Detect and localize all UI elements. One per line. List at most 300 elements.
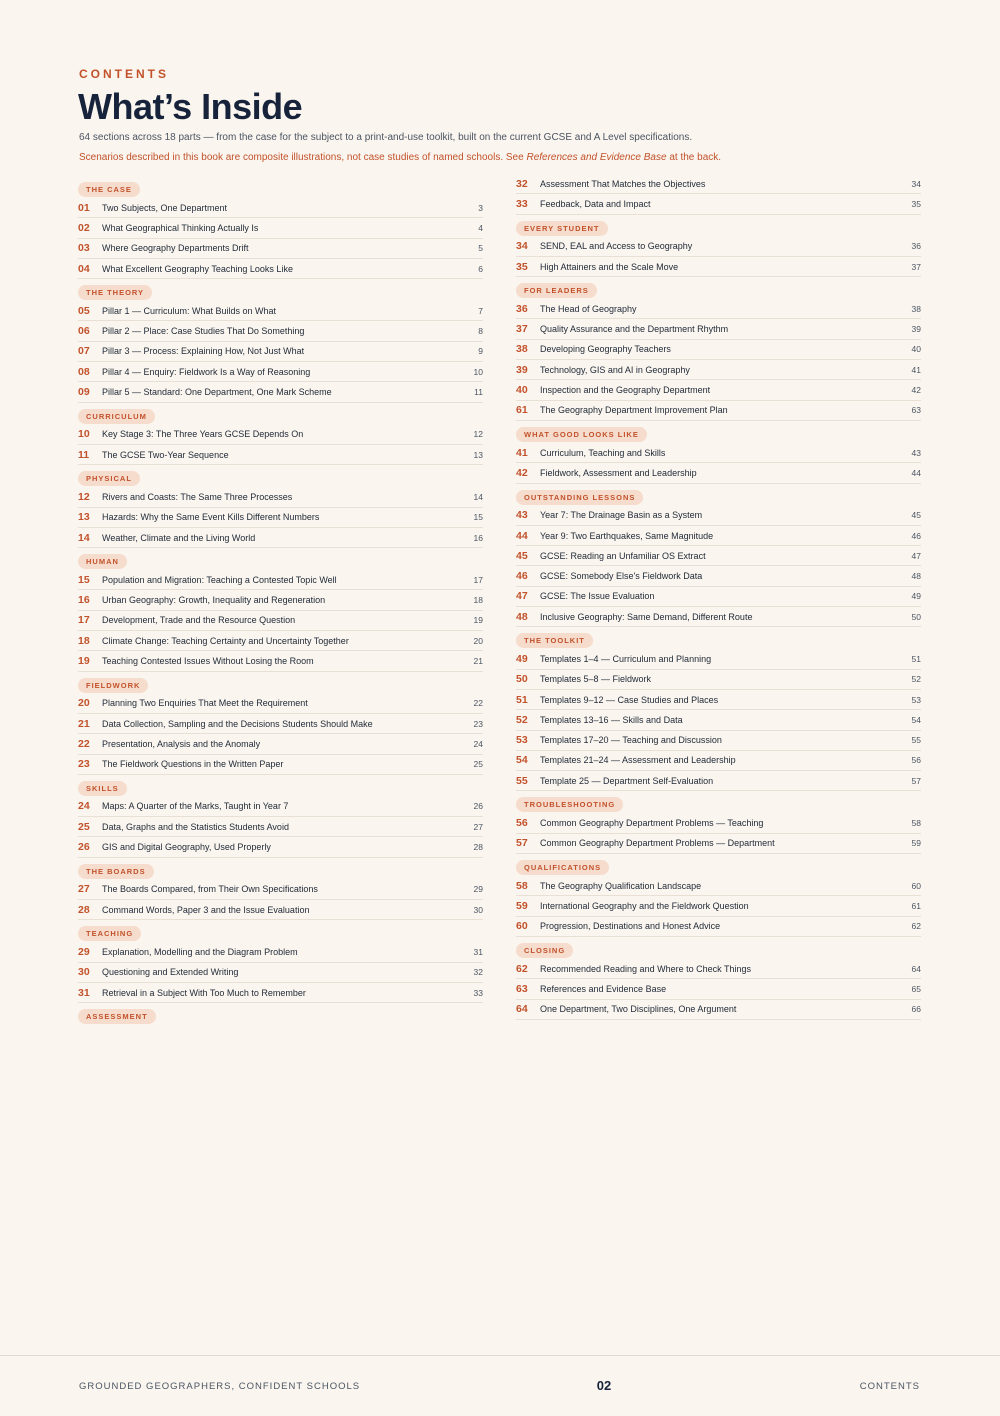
section-number: 17	[78, 614, 90, 627]
page-number: 40	[911, 344, 921, 355]
toc-entry[interactable]	[516, 587, 921, 607]
section-title: Developing Geography Teachers	[540, 344, 671, 355]
toc-part-group	[78, 406, 483, 466]
section-number: 34	[516, 240, 528, 253]
section-number: 51	[516, 693, 528, 706]
toc-entry[interactable]	[78, 301, 483, 321]
section-title: Data Collection, Sampling and the Decisions Students Should Make	[102, 718, 373, 729]
part-badge: QUALIFICATIONS	[516, 860, 609, 875]
section-title: GCSE: Somebody Else's Fieldwork Data	[540, 571, 703, 582]
section-title: Fieldwork, Assessment and Leadership	[540, 467, 697, 478]
section-title: Key Stage 3: The Three Years GCSE Depends On	[102, 429, 304, 440]
page-number: 16	[473, 532, 483, 543]
section-number: 37	[516, 323, 528, 336]
section-number: 44	[516, 529, 528, 542]
toc-part-group	[516, 630, 921, 791]
toc-part-group	[516, 794, 921, 854]
section-title: What Geographical Thinking Actually Is	[102, 222, 259, 233]
toc-entry[interactable]	[78, 963, 483, 983]
section-title: Presentation, Analysis and the Anomaly	[102, 738, 261, 749]
toc-entry[interactable]	[516, 896, 921, 916]
page-number: 36	[911, 241, 921, 252]
section-number: 47	[516, 590, 528, 603]
note-text-after: at the back.	[666, 152, 722, 163]
toc-entry[interactable]	[78, 837, 483, 857]
section-title: Templates 13–16 — Skills and Data	[540, 714, 683, 725]
section-number: 36	[516, 302, 528, 315]
page-number: 14	[473, 491, 483, 502]
section-title: Quality Assurance and the Department Rhythm	[540, 324, 729, 335]
section-number: 52	[516, 713, 528, 726]
toc-entry[interactable]	[516, 834, 921, 854]
section-title: Rivers and Coasts: The Same Three Processes	[102, 491, 293, 502]
toc-entry[interactable]	[78, 817, 483, 837]
page-number: 50	[911, 611, 921, 622]
toc-entry[interactable]	[78, 714, 483, 734]
page-number: 51	[911, 653, 921, 664]
section-title: Assessment That Matches the Objectives	[540, 178, 706, 189]
part-badge: THE THEORY	[78, 285, 152, 300]
page-title: What’s Inside	[78, 86, 303, 127]
toc-entry[interactable]	[516, 670, 921, 690]
page-number: 33	[473, 987, 483, 998]
page-number: 22	[473, 698, 483, 709]
toc-part-group	[516, 174, 921, 215]
section-number: 08	[78, 365, 90, 378]
section-number: 55	[516, 774, 528, 787]
section-number: 63	[516, 982, 528, 995]
page-number: 60	[911, 880, 921, 891]
section-title: Pillar 3 — Process: Explaining How, Not Just What	[102, 346, 305, 357]
toc-part-group	[516, 424, 921, 484]
section-number: 07	[78, 345, 90, 358]
page-number: 3	[478, 202, 483, 213]
section-number: 31	[78, 986, 90, 999]
section-title: The Geography Qualification Landscape	[540, 880, 702, 891]
section-number: 56	[516, 817, 528, 830]
toc-entry[interactable]	[516, 257, 921, 277]
section-title: Maps: A Quarter of the Marks, Taught in Year 7	[102, 801, 289, 812]
page-number: 63	[911, 405, 921, 416]
part-badge: CLOSING	[516, 943, 573, 958]
part-badge: PHYSICAL	[78, 471, 140, 486]
page-number: 39	[911, 324, 921, 335]
page-number: 15	[473, 512, 483, 523]
section-number: 49	[516, 652, 528, 665]
toc-entry[interactable]	[516, 174, 921, 194]
footer-page-number: 02	[596, 1378, 612, 1393]
page-number: 17	[473, 574, 483, 585]
page-number: 66	[911, 1004, 921, 1015]
toc-part-group	[516, 487, 921, 628]
section-title: Inspection and the Geography Department	[540, 385, 711, 396]
toc-entry[interactable]	[78, 631, 483, 651]
page-number: 29	[473, 884, 483, 895]
section-number: 15	[78, 573, 90, 586]
toc-left-column	[78, 179, 483, 1028]
toc-entry[interactable]	[516, 360, 921, 380]
toc-part-group	[516, 218, 921, 278]
toc-part-group	[78, 179, 483, 279]
section-number: 11	[78, 448, 90, 461]
section-title: Weather, Climate and the Living World	[102, 532, 256, 543]
section-title: Template 25 — Department Self-Evaluation	[540, 775, 714, 786]
section-number: 43	[516, 509, 528, 522]
section-title: Development, Trade and the Resource Question	[102, 615, 296, 626]
toc-entry[interactable]	[78, 239, 483, 259]
page-number: 6	[478, 263, 483, 274]
section-number: 12	[78, 490, 90, 503]
section-number: 62	[516, 962, 528, 975]
page-number: 20	[473, 635, 483, 646]
section-number: 35	[516, 260, 528, 273]
toc-entry[interactable]	[78, 528, 483, 548]
page-number: 5	[478, 243, 483, 254]
toc-entry[interactable]	[516, 299, 921, 319]
page-number: 9	[478, 346, 483, 357]
section-number: 20	[78, 697, 90, 710]
toc-entry[interactable]	[516, 1000, 921, 1020]
section-title: Pillar 2 — Place: Case Studies That Do Something	[102, 326, 305, 337]
part-badge: FIELDWORK	[78, 678, 148, 693]
part-badge: OUTSTANDING LESSONS	[516, 490, 643, 505]
toc-entry[interactable]	[78, 942, 483, 962]
toc-entry[interactable]	[516, 979, 921, 999]
section-number: 29	[78, 945, 90, 958]
section-title: Templates 21–24 — Assessment and Leadership	[540, 755, 736, 766]
page-number: 44	[911, 467, 921, 478]
page-number: 45	[911, 510, 921, 521]
section-title: Pillar 1 — Curriculum: What Builds on What	[102, 305, 277, 316]
part-badge: TROUBLESHOOTING	[516, 797, 623, 812]
section-title: Population and Migration: Teaching a Contested Topic Well	[102, 574, 337, 585]
toc-part-group	[78, 861, 483, 921]
part-badge: THE CASE	[78, 182, 140, 197]
toc-part-group	[78, 923, 483, 1003]
page-number: 65	[911, 983, 921, 994]
page-number: 49	[911, 591, 921, 602]
page-number: 53	[911, 694, 921, 705]
disclaimer-note	[79, 152, 721, 163]
toc-entry[interactable]	[78, 734, 483, 754]
toc-entry[interactable]	[78, 198, 483, 218]
page-number: 48	[911, 571, 921, 582]
page-number: 54	[911, 714, 921, 725]
toc-entry[interactable]	[516, 649, 921, 669]
toc-entry[interactable]	[516, 526, 921, 546]
toc-entry[interactable]	[78, 983, 483, 1003]
toc-part-group	[516, 857, 921, 937]
toc-entry[interactable]	[78, 797, 483, 817]
section-number: 48	[516, 610, 528, 623]
page-number: 58	[911, 818, 921, 829]
section-title: The Geography Department Improvement Plan	[540, 405, 728, 416]
section-title: Templates 5–8 — Fieldwork	[540, 674, 652, 685]
page-number: 62	[911, 921, 921, 932]
section-number: 09	[78, 386, 90, 399]
page-number: 25	[473, 759, 483, 770]
section-title: Retrieval in a Subject With Too Much to Remember	[102, 987, 306, 998]
section-title: Explanation, Modelling and the Diagram Problem	[102, 946, 298, 957]
part-badge: HUMAN	[78, 554, 127, 569]
toc-part-group	[78, 468, 483, 548]
section-title: International Geography and the Fieldwork Question	[540, 900, 749, 911]
section-number: 04	[78, 262, 90, 275]
toc-entry[interactable]	[78, 570, 483, 590]
toc-entry[interactable]	[78, 382, 483, 402]
page-number: 55	[911, 735, 921, 746]
page-number: 21	[473, 655, 483, 666]
section-title: The GCSE Two-Year Sequence	[102, 449, 229, 460]
toc-entry[interactable]	[78, 508, 483, 528]
section-title: Teaching Contested Issues Without Losing the Room	[102, 655, 314, 666]
section-title: Command Words, Paper 3 and the Issue Evaluation	[102, 904, 310, 915]
toc-part-group	[78, 551, 483, 671]
toc-entry[interactable]	[516, 751, 921, 771]
section-title: Pillar 4 — Enquiry: Fieldwork Is a Way of Reasoning	[102, 366, 311, 377]
section-number: 42	[516, 466, 528, 479]
section-number: 41	[516, 446, 528, 459]
toc-entry[interactable]	[78, 342, 483, 362]
toc-entry[interactable]	[516, 710, 921, 730]
part-badge: WHAT GOOD LOOKS LIKE	[516, 427, 647, 442]
page-number: 30	[473, 904, 483, 915]
section-number: 33	[516, 197, 528, 210]
section-number: 02	[78, 221, 90, 234]
section-number: 54	[516, 754, 528, 767]
section-number: 24	[78, 800, 90, 813]
toc-entry[interactable]	[516, 463, 921, 483]
page-number: 8	[478, 326, 483, 337]
page-number: 64	[911, 963, 921, 974]
toc-entry[interactable]	[516, 194, 921, 214]
section-number: 21	[78, 717, 90, 730]
section-number: 40	[516, 384, 528, 397]
toc-part-group	[78, 1006, 483, 1025]
toc-entry[interactable]	[516, 380, 921, 400]
toc-entry[interactable]	[78, 880, 483, 900]
toc-entry[interactable]	[78, 362, 483, 382]
section-number: 23	[78, 758, 90, 771]
section-number: 05	[78, 304, 90, 317]
toc-entry[interactable]	[78, 694, 483, 714]
section-title: Curriculum, Teaching and Skills	[540, 447, 666, 458]
section-title: Recommended Reading and Where to Check Things	[540, 963, 751, 974]
section-title: Year 7: The Drainage Basin as a System	[540, 510, 703, 521]
page-number: 18	[473, 595, 483, 606]
toc-entry[interactable]	[516, 607, 921, 627]
page-subtitle: 64 sections across 18 parts — from the case for the subject to a print-and-use toolkit, built on the current GCSE and A Level specifications.	[79, 132, 693, 143]
section-number: 61	[516, 404, 528, 417]
section-number: 28	[78, 903, 90, 916]
page-number: 12	[473, 429, 483, 440]
page-footer	[0, 1355, 1000, 1416]
section-title: Common Geography Department Problems — Department	[540, 838, 775, 849]
page-number: 32	[473, 967, 483, 978]
page-number: 61	[911, 900, 921, 911]
section-number: 50	[516, 673, 528, 686]
toc-right-column	[516, 174, 921, 1023]
section-title: The Head of Geography	[540, 303, 637, 314]
toc-entry[interactable]	[516, 813, 921, 833]
toc-entry[interactable]	[516, 566, 921, 586]
page-number: 11	[474, 387, 483, 398]
section-title: One Department, Two Disciplines, One Argument	[540, 1004, 737, 1015]
page-number: 26	[473, 801, 483, 812]
page-number: 31	[473, 946, 483, 957]
section-title: GCSE: Reading an Unfamiliar OS Extract	[540, 550, 706, 561]
page-number: 37	[911, 261, 921, 272]
toc-entry[interactable]	[78, 900, 483, 920]
section-number: 16	[78, 594, 90, 607]
note-text-before: Scenarios described in this book are composite illustrations, not case studies of named schools. See	[79, 152, 527, 163]
page-number: 57	[911, 775, 921, 786]
footer-book-title: GROUNDED GEOGRAPHERS, CONFIDENT SCHOOLS	[79, 1381, 361, 1392]
toc-entry[interactable]	[516, 401, 921, 421]
section-title: Urban Geography: Growth, Inequality and Regeneration	[102, 595, 326, 606]
section-number: 18	[78, 634, 90, 647]
section-title: Questioning and Extended Writing	[102, 967, 239, 978]
toc-entry[interactable]	[78, 321, 483, 341]
section-title: Progression, Destinations and Honest Advice	[540, 921, 721, 932]
section-number: 22	[78, 737, 90, 750]
page-number: 34	[911, 178, 921, 189]
toc-entry[interactable]	[516, 690, 921, 710]
toc-part-group	[78, 778, 483, 858]
section-number: 60	[516, 920, 528, 933]
section-title: GCSE: The Issue Evaluation	[540, 591, 655, 602]
toc-entry[interactable]	[78, 445, 483, 465]
toc-entry[interactable]	[516, 546, 921, 566]
toc-entry[interactable]	[516, 876, 921, 896]
section-title: Climate Change: Teaching Certainty and Uncertainty Together	[102, 635, 349, 646]
page-number: 23	[473, 718, 483, 729]
section-number: 64	[516, 1003, 528, 1016]
section-number: 32	[516, 177, 528, 190]
contents-eyebrow: CONTENTS	[79, 67, 169, 81]
section-number: 13	[78, 511, 90, 524]
part-badge: THE TOOLKIT	[516, 633, 593, 648]
section-number: 58	[516, 879, 528, 892]
page-number: 56	[911, 755, 921, 766]
page-number: 19	[473, 615, 483, 626]
part-badge: CURRICULUM	[78, 409, 155, 424]
toc-entry[interactable]	[516, 506, 921, 526]
section-title: What Excellent Geography Teaching Looks Like	[102, 263, 293, 274]
page-number: 24	[473, 738, 483, 749]
toc-entry[interactable]	[516, 237, 921, 257]
section-title: Data, Graphs and the Statistics Students Avoid	[102, 821, 289, 832]
page-number: 42	[911, 385, 921, 396]
part-badge: THE BOARDS	[78, 864, 154, 879]
toc-entry[interactable]	[516, 443, 921, 463]
section-number: 39	[516, 363, 528, 376]
page-number: 47	[911, 550, 921, 561]
page-number: 35	[911, 198, 921, 209]
page-number: 52	[911, 674, 921, 685]
section-title: Inclusive Geography: Same Demand, Different Route	[540, 611, 753, 622]
toc-entry[interactable]	[516, 731, 921, 751]
toc-entry[interactable]	[78, 487, 483, 507]
section-number: 10	[78, 428, 90, 441]
note-reference-link[interactable]: References and Evidence Base	[526, 152, 667, 163]
page-number: 43	[911, 447, 921, 458]
section-title: High Attainers and the Scale Move	[540, 261, 679, 272]
section-title: Feedback, Data and Impact	[540, 198, 651, 209]
page-number: 27	[473, 821, 483, 832]
part-badge: SKILLS	[78, 781, 127, 796]
section-title: Planning Two Enquiries That Meet the Requirement	[102, 698, 308, 709]
section-title: Technology, GIS and AI in Geography	[540, 364, 690, 375]
section-number: 53	[516, 734, 528, 747]
toc-entry[interactable]	[78, 425, 483, 445]
page-number: 10	[473, 366, 483, 377]
toc-entry[interactable]	[78, 218, 483, 238]
section-number: 01	[78, 201, 90, 214]
section-number: 46	[516, 570, 528, 583]
toc-entry[interactable]	[516, 340, 921, 360]
page-number: 4	[478, 222, 483, 233]
section-title: The Boards Compared, from Their Own Specifications	[102, 884, 318, 895]
toc-part-group	[78, 675, 483, 775]
section-number: 14	[78, 531, 90, 544]
toc-entry[interactable]	[516, 319, 921, 339]
section-title: Pillar 5 — Standard: One Department, One Mark Scheme	[102, 387, 332, 398]
toc-entry[interactable]	[78, 259, 483, 279]
part-badge: TEACHING	[78, 926, 141, 941]
page-number: 13	[473, 449, 483, 460]
page-number: 38	[911, 303, 921, 314]
section-number: 19	[78, 654, 90, 667]
section-title: SEND, EAL and Access to Geography	[540, 241, 693, 252]
section-number: 30	[78, 966, 90, 979]
toc-part-group	[516, 280, 921, 421]
section-number: 03	[78, 242, 90, 255]
section-number: 27	[78, 883, 90, 896]
toc-entry[interactable]	[78, 651, 483, 671]
part-badge: FOR LEADERS	[516, 283, 597, 298]
section-title: References and Evidence Base	[540, 983, 667, 994]
section-number: 57	[516, 837, 528, 850]
section-title: Year 9: Two Earthquakes, Same Magnitude	[540, 530, 714, 541]
section-title: Hazards: Why the Same Event Kills Different Numbers	[102, 512, 320, 523]
page-number: 7	[478, 305, 483, 316]
toc-entry[interactable]	[78, 611, 483, 631]
section-number: 06	[78, 325, 90, 338]
toc-entry[interactable]	[516, 917, 921, 937]
section-title: GIS and Digital Geography, Used Properly	[102, 842, 271, 853]
toc-part-group	[78, 282, 483, 402]
section-title: Templates 9–12 — Case Studies and Places	[540, 694, 719, 705]
toc-entry[interactable]	[516, 771, 921, 791]
page-number: 28	[473, 842, 483, 853]
part-badge: ASSESSMENT	[78, 1009, 156, 1024]
page-number: 41	[911, 364, 921, 375]
section-number: 45	[516, 549, 528, 562]
section-number: 59	[516, 899, 528, 912]
toc-entry[interactable]	[78, 590, 483, 610]
part-badge: EVERY STUDENT	[516, 221, 608, 236]
page-number: 46	[911, 530, 921, 541]
toc-entry[interactable]	[78, 755, 483, 775]
section-title: Templates 1–4 — Curriculum and Planning	[540, 653, 712, 664]
section-title: Where Geography Departments Drift	[102, 243, 249, 254]
section-number: 26	[78, 841, 90, 854]
section-title: Templates 17–20 — Teaching and Discussion	[540, 735, 722, 746]
toc-entry[interactable]	[516, 959, 921, 979]
toc-part-group	[516, 940, 921, 1020]
section-number: 38	[516, 343, 528, 356]
